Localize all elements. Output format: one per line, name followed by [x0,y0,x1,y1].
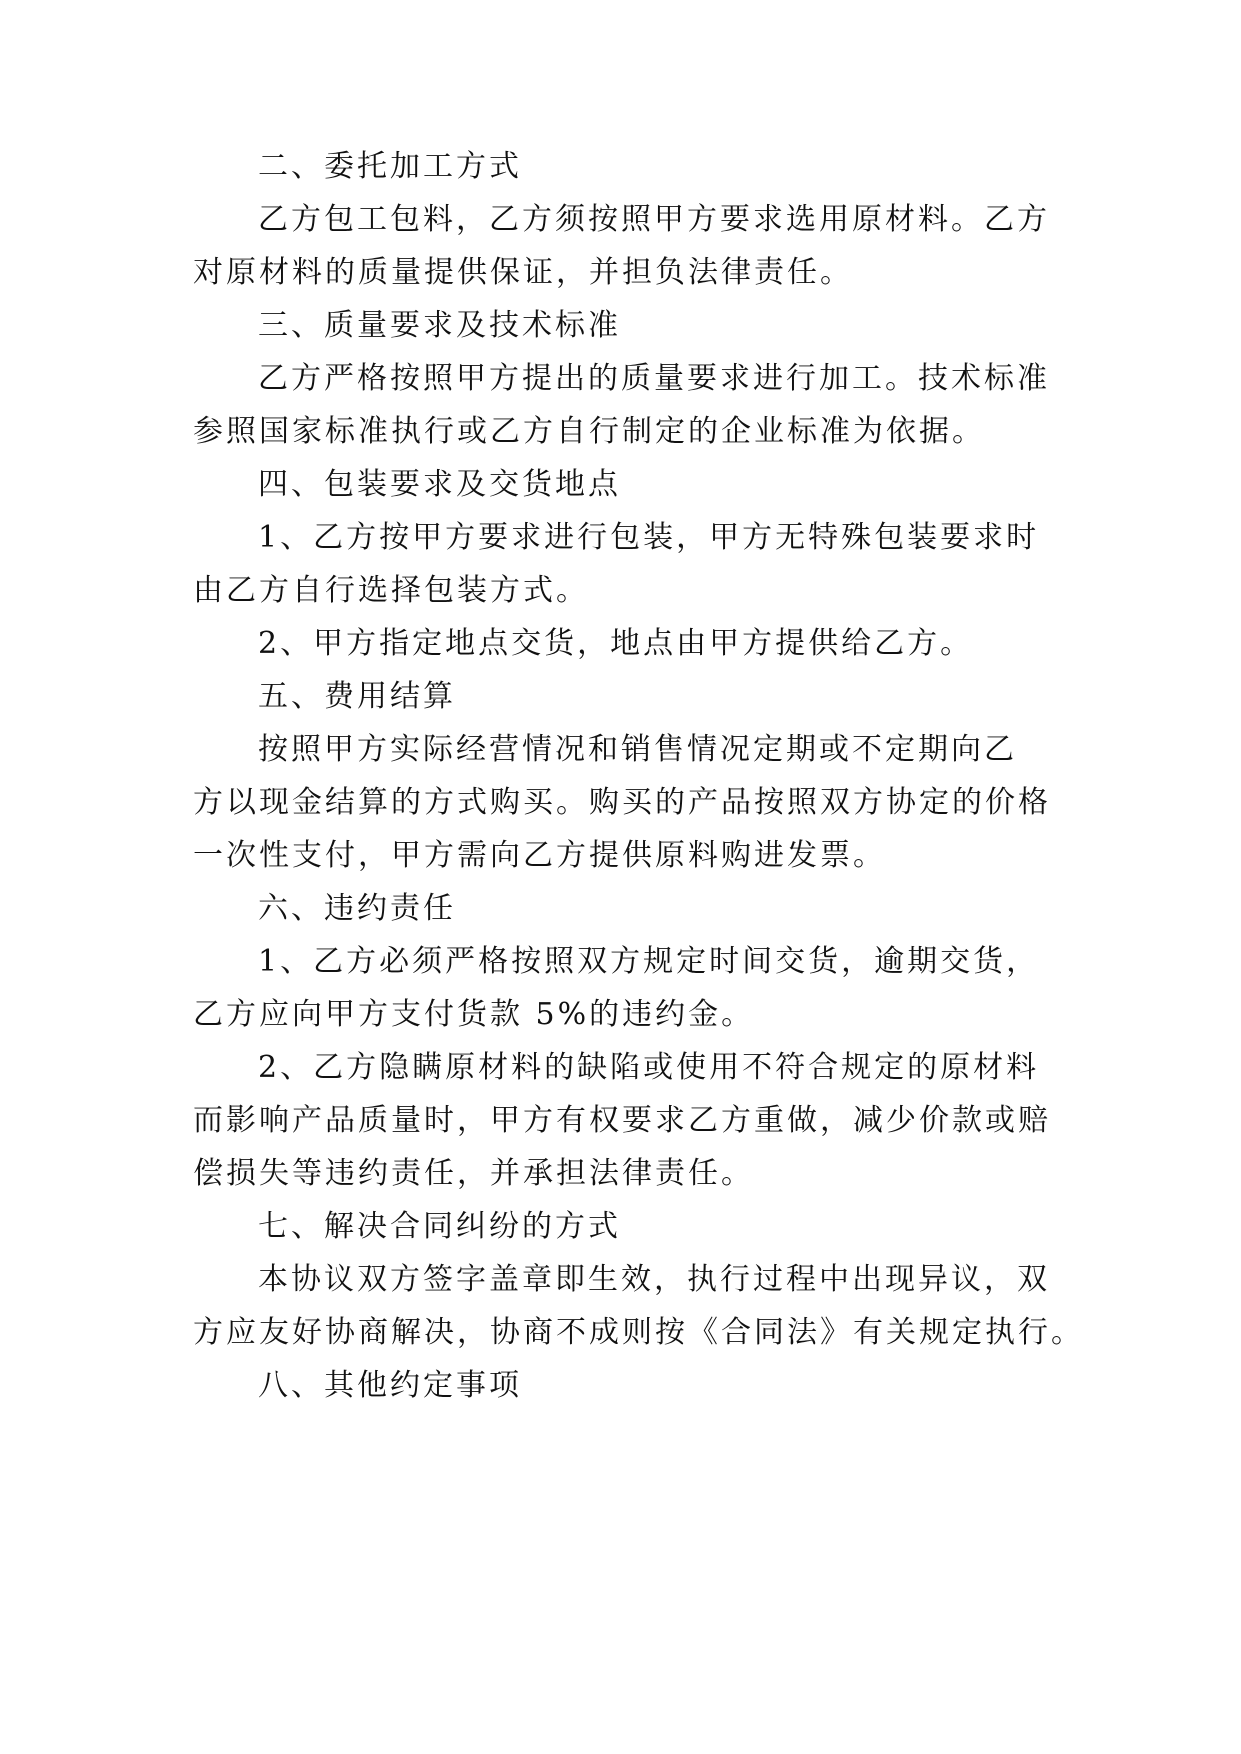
section-heading-7: 七、解决合同纠纷的方式 [258,1209,621,1244]
paragraph-line: 乙方严格按照甲方提出的质量要求进行加工。技术标准 [258,361,1050,396]
section-heading-6: 六、违约责任 [258,891,456,926]
paragraph-line: 本协议双方签字盖章即生效，执行过程中出现异议，双 [258,1262,1050,1297]
section-heading-8: 八、其他约定事项 [258,1368,522,1403]
paragraph-line: 对原材料的质量提供保证，并担负法律责任。 [193,255,853,290]
section-heading-4: 四、包装要求及交货地点 [258,467,621,502]
paragraph-line: 1、乙方必须严格按照双方规定时间交货，逾期交货， [258,944,1040,979]
paragraph-line: 2、乙方隐瞒原材料的缺陷或使用不符合规定的原材料 [258,1050,1040,1085]
paragraph-line: 由乙方自行选择包装方式。 [193,573,589,608]
paragraph-line: 参照国家标准执行或乙方自行制定的企业标准为依据。 [193,414,985,449]
paragraph-line: 按照甲方实际经营情况和销售情况定期或不定期向乙 [258,732,1017,767]
paragraph-line: 2、甲方指定地点交货，地点由甲方提供给乙方。 [258,626,974,661]
section-heading-2: 二、委托加工方式 [258,149,522,184]
paragraph-line: 乙方包工包料，乙方须按照甲方要求选用原材料。乙方 [258,202,1050,237]
paragraph-line: 方应友好协商解决，协商不成则按《合同法》有关规定执行。 [193,1315,1084,1350]
paragraph-line: 一次性支付，甲方需向乙方提供原料购进发票。 [193,838,886,873]
paragraph-line: 偿损失等违约责任，并承担法律责任。 [193,1156,754,1191]
paragraph-line: 1、乙方按甲方要求进行包装，甲方无特殊包装要求时 [258,520,1040,555]
section-heading-5: 五、费用结算 [258,679,456,714]
paragraph-line: 方以现金结算的方式购买。购买的产品按照双方协定的价格 [193,785,1051,820]
paragraph-line: 乙方应向甲方支付货款 5%的违约金。 [193,997,755,1032]
section-heading-3: 三、质量要求及技术标准 [258,308,621,343]
paragraph-line: 而影响产品质量时，甲方有权要求乙方重做，减少价款或赔 [193,1103,1051,1138]
